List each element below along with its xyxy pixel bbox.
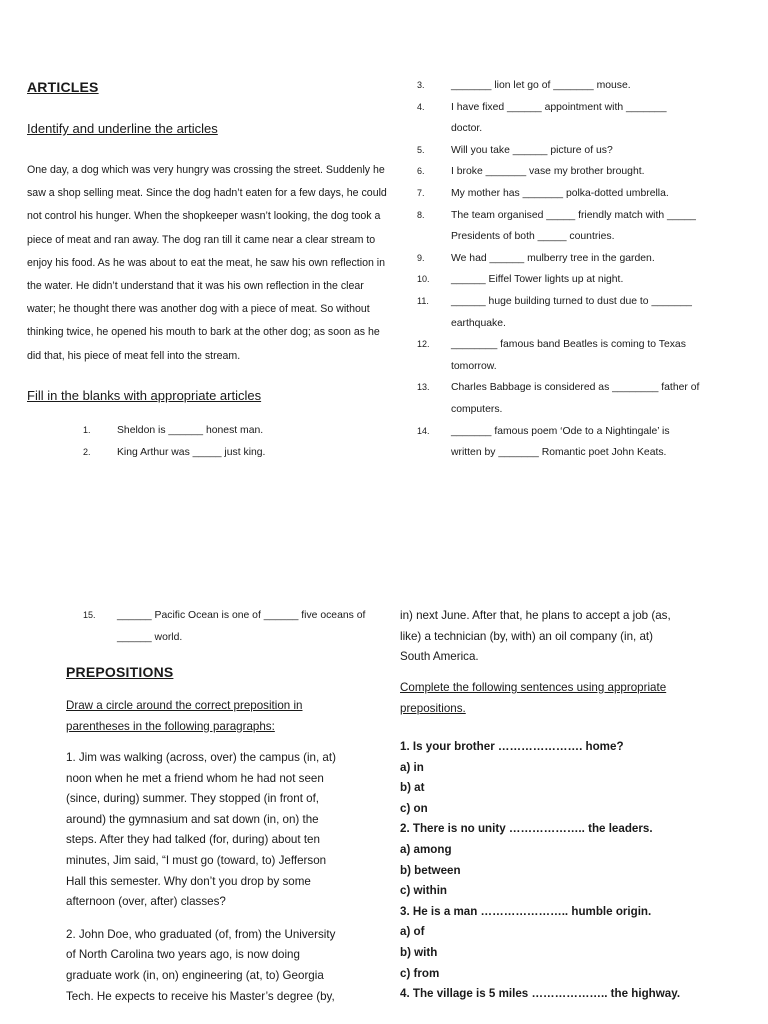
question-text: I broke _______ vase my brother brought. xyxy=(451,166,645,178)
paragraph-line: South America. xyxy=(400,650,479,664)
question-number: 7. xyxy=(417,187,425,198)
mcq-line: c) on xyxy=(400,801,428,815)
article-question-15 xyxy=(83,605,383,648)
question-text: My mother has _______ polka-dotted umbrella. xyxy=(451,187,669,199)
question-text: I have fixed ______ appointment with _______ xyxy=(451,101,667,113)
preposition-paragraph-1 xyxy=(66,748,376,913)
question-text: The team organised _____ friendly match with _____ xyxy=(451,209,696,221)
question-item xyxy=(417,421,717,464)
question-text: Will you take ______ picture of us? xyxy=(451,144,613,156)
complete-heading xyxy=(400,678,730,719)
question-item xyxy=(417,377,717,420)
question-text: ______ Pacific Ocean is one of ______ five oceans of xyxy=(117,610,366,621)
paragraph-line: in) next June. After that, he plans to accept a job (as, xyxy=(400,609,671,622)
question-number: 12. xyxy=(417,339,430,350)
paragraph-line: Tech. He expects to receive his Master’s degree (by, xyxy=(66,989,335,1003)
question-number: 8. xyxy=(417,209,425,220)
mcq-line: c) within xyxy=(400,884,448,898)
paragraph-line: Hall this semester. Why don’t you drop by some xyxy=(66,874,311,888)
question-text: _______ famous poem ‘Ode to a Nightingale’ is xyxy=(451,425,670,437)
question-number: 5. xyxy=(417,144,425,155)
story-line: did that, his piece of meat fell into the stream. xyxy=(27,349,241,362)
question-number: 14. xyxy=(417,425,430,436)
question-text: computers. xyxy=(451,403,503,415)
article-questions-left xyxy=(83,420,403,463)
mcq-line: b) with xyxy=(400,945,438,959)
mcq-line: c) from xyxy=(400,966,440,980)
question-number: 1. xyxy=(83,425,91,435)
question-number: 13. xyxy=(417,382,430,393)
question-number: 3. xyxy=(417,80,425,90)
question-text: ______ Eiffel Tower lights up at night. xyxy=(451,274,624,286)
question-text: Sheldon is ______ honest man. xyxy=(117,425,264,436)
mcq-line: b) between xyxy=(400,863,461,877)
question-item xyxy=(83,442,403,464)
question-text: _______ lion let go of _______ mouse. xyxy=(451,80,631,91)
question-text: Presidents of both _____ countries. xyxy=(451,231,615,243)
preposition-paragraph-2 xyxy=(66,925,376,1007)
question-number: 2. xyxy=(83,446,91,457)
story-line: not control his hunger. When the shopkeeper wasn’t looking, the dog took a xyxy=(27,210,381,223)
question-item xyxy=(417,161,717,183)
identify-heading: Identify and underline the articles xyxy=(27,121,218,136)
question-text: ________ famous band Beatles is coming to Texas xyxy=(451,339,686,351)
mcq-line: 3. He is a man ………………….. humble origin. xyxy=(400,904,652,918)
question-item xyxy=(417,269,717,291)
paragraph-line: 1. Jim was walking (across, over) the campus (in, at) xyxy=(66,751,336,764)
question-item xyxy=(83,420,403,442)
paragraph-line: like) a technician (by, with) an oil company (in, at) xyxy=(400,629,654,643)
question-text: tomorrow. xyxy=(451,360,497,372)
mcq-line: 2. There is no unity ……………….. the leaders. xyxy=(400,822,653,836)
paragraph-line: afternoon (over, after) classes? xyxy=(66,895,226,909)
story-line: water; he thought there was another dog with a piece of meat. So without xyxy=(27,303,370,316)
question-item xyxy=(83,605,383,648)
paragraph-line: minutes, Jim said, “I must go (toward, to) Jefferson xyxy=(66,853,327,867)
question-number: 10. xyxy=(417,274,430,285)
mcq-line: a) among xyxy=(400,842,452,856)
circle-instruction xyxy=(66,696,366,737)
question-item xyxy=(417,205,717,248)
paragraph-line: of North Carolina two years ago, is now doing xyxy=(66,948,300,962)
question-text: Charles Babbage is considered as ________ father of xyxy=(451,382,700,394)
story-line: the water. He didn’t understand that it was his own reflection in the clear xyxy=(27,280,364,293)
story-line: saw a shop selling meat. Since the dog hadn’t eaten for a few days, he could xyxy=(27,187,387,200)
question-text: earthquake. xyxy=(451,317,506,329)
question-text: ______ world. xyxy=(117,631,183,643)
story-line: enjoy his food. As he was about to eat the meat, he saw his own reflection in xyxy=(27,256,386,269)
question-item xyxy=(417,291,717,334)
paragraph-line: around) the gymnasium and sat down (in, on) the xyxy=(66,812,319,826)
preposition-paragraph-2-continued xyxy=(400,606,730,668)
story-line: thinking twice, he opened his mouth to bark at the other dog; as soon as he xyxy=(27,326,380,339)
paragraph-line: noon when he met a friend whom he had not seen xyxy=(66,771,324,785)
question-text: written by _______ Romantic poet John Keats. xyxy=(451,447,667,459)
question-text: doctor. xyxy=(451,123,483,135)
story-line: piece of meat and ran away. The dog ran till it came near a clear stream to xyxy=(27,233,376,246)
question-item xyxy=(417,248,717,270)
question-number: 9. xyxy=(417,252,425,263)
story-line: One day, a dog which was very hungry was crossing the street. Suddenly he xyxy=(27,164,385,176)
preposition-paragraphs xyxy=(66,748,376,1019)
question-number: 15. xyxy=(83,610,96,620)
mcq-line: a) in xyxy=(400,760,424,774)
articles-title: ARTICLES xyxy=(27,79,99,95)
question-item xyxy=(417,183,717,205)
mcq-line: a) of xyxy=(400,925,425,939)
question-number: 6. xyxy=(417,166,425,177)
question-text: ______ huge building turned to dust due to _______ xyxy=(451,295,692,307)
paragraph-line: steps. After they had talked (for, during) about ten xyxy=(66,833,320,847)
prepositions-title: PREPOSITIONS xyxy=(66,664,174,680)
mcq-line: b) at xyxy=(400,781,425,795)
question-item xyxy=(417,75,717,97)
question-text: We had ______ mulberry tree in the garden. xyxy=(451,252,655,264)
mcq-line: 1. Is your brother …………………. home? xyxy=(400,740,624,753)
question-number: 4. xyxy=(417,101,425,112)
paragraph-line: (since, during) summer. They stopped (in front of, xyxy=(66,792,320,806)
story-paragraph xyxy=(27,159,417,368)
question-item xyxy=(417,97,717,140)
instruction-line: Draw a circle around the correct preposition in xyxy=(66,699,303,712)
paragraph-line: graduate work (in, on) engineering (at, to) Georgia xyxy=(66,968,324,982)
question-text: King Arthur was _____ just king. xyxy=(117,446,266,458)
heading-line: Complete the following sentences using appropriate xyxy=(400,681,667,694)
paragraph-line: 2. John Doe, who graduated (of, from) the University xyxy=(66,927,336,941)
instruction-line: parentheses in the following paragraphs: xyxy=(66,719,275,733)
question-item xyxy=(417,140,717,162)
heading-line: prepositions. xyxy=(400,701,466,715)
mcq-line: 4. The village is 5 miles ……………….. the highway. xyxy=(400,987,681,1001)
article-questions-right xyxy=(417,75,717,464)
preposition-mcq-list xyxy=(400,737,740,1005)
question-number: 11. xyxy=(417,295,429,306)
fill-in-heading: Fill in the blanks with appropriate articles xyxy=(27,388,262,403)
question-item xyxy=(417,334,717,377)
